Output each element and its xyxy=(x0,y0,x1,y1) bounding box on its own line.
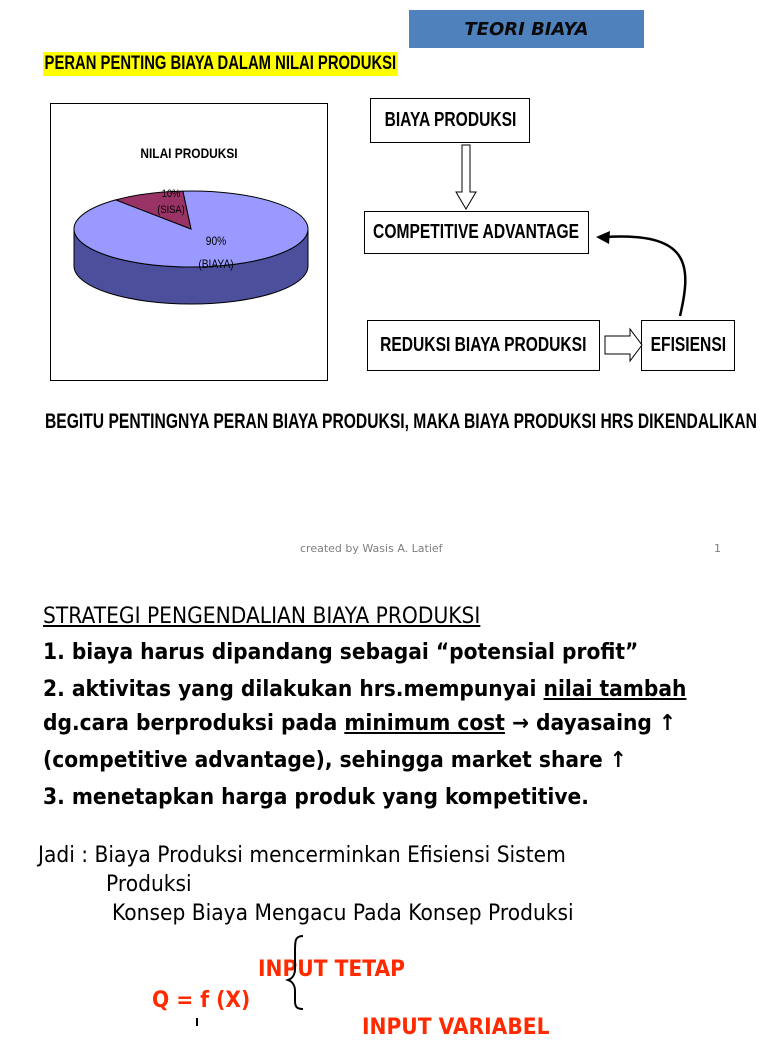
box-biaya-produksi-label: BIAYA PRODUKSI xyxy=(384,109,516,131)
minimum-cost-text: minimum cost xyxy=(344,711,505,736)
strategy-point-1: 1. biaya harus dipandang sebagai “potensial profit” xyxy=(43,640,639,665)
slice-sisa-name: (SISA) xyxy=(157,204,185,216)
box-reduksi-biaya-label: REDUKSI BIAYA PRODUKSI xyxy=(380,334,587,356)
strategy-point-2-end: (competitive advantage), sehingga market share ↑ xyxy=(43,748,627,773)
section-heading: STRATEGI PENGENDALIAN BIAYA PRODUKSI xyxy=(43,604,481,629)
nilai-tambah-text: nilai tambah xyxy=(543,677,687,702)
production-formula: Q = f (X) xyxy=(152,988,251,1013)
curved-arrow-icon xyxy=(605,237,685,316)
slice-biaya-name: (BIAYA) xyxy=(198,257,234,271)
input-variabel-label: INPUT VARIABEL xyxy=(362,1015,550,1040)
conclusion-line-3: Konsep Biaya Mengacu Pada Konsep Produksi xyxy=(112,901,574,926)
highlighted-subtitle: PERAN PENTING BIAYA DALAM NILAI PRODUKSI xyxy=(44,53,397,74)
slice-biaya-percent: 90% xyxy=(205,234,227,248)
box-efisiensi-label: EFISIENSI xyxy=(650,334,726,356)
key-statement: BEGITU PENTINGNYA PERAN BIAYA PRODUKSI, MAKA BIAYA PRODUKSI HRS DIKENDALIKAN xyxy=(45,410,757,433)
flow-arrows xyxy=(0,0,768,400)
footer-credit: created by Wasis A. Latief xyxy=(300,542,443,555)
box-competitive-advantage-label: COMPETITIVE ADVANTAGE xyxy=(373,221,580,243)
title-banner-text: TEORI BIAYA xyxy=(464,18,589,40)
curved-arrow-head-icon xyxy=(596,231,610,244)
strategy-point-2-cont xyxy=(43,711,676,736)
strategy-point-2 xyxy=(43,677,686,702)
strategy-point-3: 3. menetapkan harga produk yang kompetitive. xyxy=(43,785,589,810)
down-arrow-icon xyxy=(456,145,476,209)
point-2-text: 2. aktivitas yang dilakukan hrs.mempunyai xyxy=(43,677,544,702)
conclusion-line-2: Produksi xyxy=(106,872,192,897)
page-number: 1 xyxy=(714,542,721,555)
conclusion-line-1: Jadi : Biaya Produksi mencerminkan Efisiensi Sistem xyxy=(38,843,566,868)
curly-brace-icon xyxy=(285,933,309,1024)
dayasaing-text: → dayasaing ↑ xyxy=(504,711,676,736)
point-2-cont-text: dg.cara berproduksi pada xyxy=(43,711,345,736)
formula-pointer-line xyxy=(196,1018,198,1026)
right-arrow-icon xyxy=(605,329,642,361)
pie-chart-title: NILAI PRODUKSI xyxy=(140,145,238,161)
input-tetap-label: INPUT TETAP xyxy=(258,957,405,982)
slice-sisa-percent: 10% xyxy=(161,188,181,200)
